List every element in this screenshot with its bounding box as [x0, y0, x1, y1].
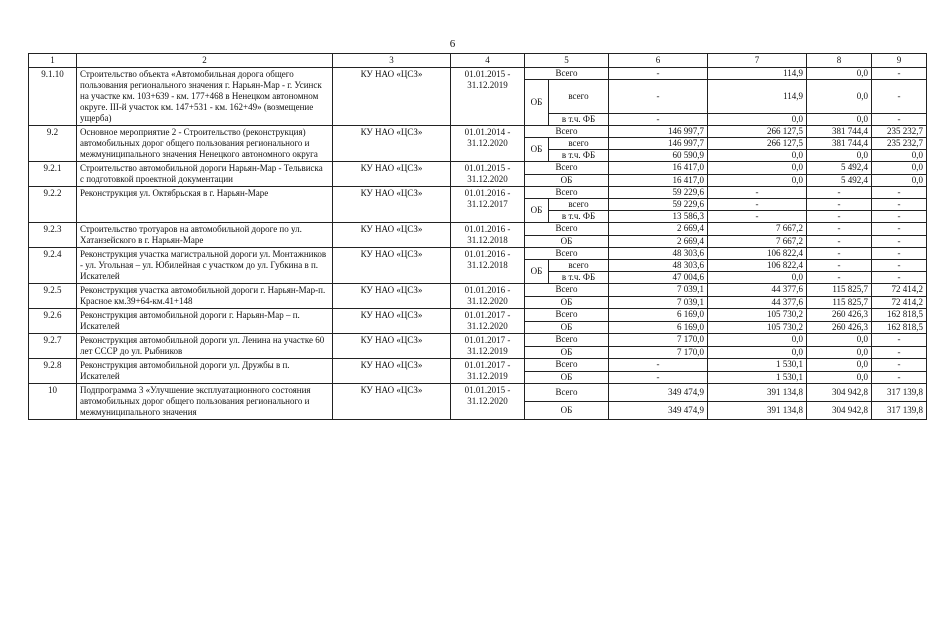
row-number: 9.2.8	[29, 359, 77, 384]
amount-cell: 60 590,9	[609, 150, 708, 162]
amount-cell: 0,0	[807, 371, 872, 384]
funding-label: ОБ	[525, 321, 609, 334]
amount-cell: 235 232,7	[872, 138, 927, 150]
column-number-row	[29, 54, 927, 68]
amount-cell: 0,0	[807, 334, 872, 347]
amount-cell: 72 414,2	[872, 296, 927, 309]
activity-name: Строительство объекта «Автомобильная дорога общего пользования регионального значения г. Нарьян-Мар - г. Усинск на участке км. 103+639 - км. 177+468 в Ненецком автономном округе. III-й участок км. 147+531 - км. 162+49» (возмещение ущерба)	[77, 68, 333, 126]
amount-cell: 0,0	[872, 150, 927, 162]
funding-label: всего	[549, 199, 609, 211]
table-row	[29, 162, 927, 175]
executor: КУ НАО «ЦСЗ»	[333, 126, 451, 162]
amount-cell: -	[807, 272, 872, 284]
amount-cell: -	[807, 211, 872, 223]
amount-cell: -	[872, 272, 927, 284]
amount-cell: 317 139,8	[872, 402, 927, 420]
budget-table	[28, 53, 927, 420]
amount-cell: 1 530,1	[708, 359, 807, 372]
amount-cell: 0,0	[708, 174, 807, 187]
amount-cell: 381 744,4	[807, 138, 872, 150]
amount-cell: -	[807, 199, 872, 211]
funding-label: Всего	[525, 309, 609, 322]
amount-cell: 105 730,2	[708, 321, 807, 334]
executor: КУ НАО «ЦСЗ»	[333, 248, 451, 284]
row-number: 9.2.2	[29, 187, 77, 223]
table-row	[29, 384, 927, 402]
funding-label: Всего	[525, 187, 609, 199]
amount-cell: -	[708, 187, 807, 199]
amount-cell: 5 492,4	[807, 174, 872, 187]
amount-cell: -	[708, 211, 807, 223]
amount-cell: 7 039,1	[609, 296, 708, 309]
amount-cell: -	[807, 248, 872, 260]
column-number: 6	[609, 54, 708, 68]
activity-name: Реконструкция автомобильной дороги г. Нарьян-Мар – п. Искателей	[77, 309, 333, 334]
amount-cell: 235 232,7	[872, 126, 927, 138]
period: 01.01.2017 - 31.12.2019	[451, 334, 525, 359]
amount-cell: 6 169,0	[609, 321, 708, 334]
row-number: 10	[29, 384, 77, 420]
executor: КУ НАО «ЦСЗ»	[333, 309, 451, 334]
amount-cell: 72 414,2	[872, 284, 927, 297]
funding-label: ОБ	[525, 371, 609, 384]
funding-label: Всего	[525, 126, 609, 138]
amount-cell: 5 492,4	[807, 162, 872, 175]
amount-cell: 1 530,1	[708, 371, 807, 384]
executor: КУ НАО «ЦСЗ»	[333, 359, 451, 384]
amount-cell: 266 127,5	[708, 126, 807, 138]
row-number: 9.2.7	[29, 334, 77, 359]
activity-name: Реконструкция участка автомобильной дороги г. Нарьян-Мар-п. Красное км.39+64-км.41+148	[77, 284, 333, 309]
amount-cell: 44 377,6	[708, 296, 807, 309]
amount-cell: 146 997,7	[609, 126, 708, 138]
row-number: 9.2.3	[29, 223, 77, 248]
funding-label: ОБ	[525, 296, 609, 309]
ob-label: ОБ	[525, 199, 549, 223]
amount-cell: 391 134,8	[708, 384, 807, 402]
table-row	[29, 359, 927, 372]
amount-cell: -	[872, 235, 927, 248]
funding-label: Всего	[525, 248, 609, 260]
funding-label: Всего	[525, 359, 609, 372]
amount-cell: 6 169,0	[609, 309, 708, 322]
table-row	[29, 187, 927, 199]
funding-label: всего	[549, 138, 609, 150]
amount-cell: -	[807, 223, 872, 236]
amount-cell: -	[872, 68, 927, 80]
amount-cell: 304 942,8	[807, 402, 872, 420]
ob-label: ОБ	[525, 138, 549, 162]
amount-cell: 0,0	[708, 272, 807, 284]
amount-cell: 2 669,4	[609, 235, 708, 248]
amount-cell: -	[872, 223, 927, 236]
amount-cell: -	[609, 359, 708, 372]
amount-cell: -	[609, 114, 708, 126]
amount-cell: 48 303,6	[609, 260, 708, 272]
amount-cell: 391 134,8	[708, 402, 807, 420]
amount-cell: 7 170,0	[609, 346, 708, 359]
funding-label: всего	[549, 260, 609, 272]
funding-label: Всего	[525, 384, 609, 402]
executor: КУ НАО «ЦСЗ»	[333, 187, 451, 223]
amount-cell: 0,0	[708, 114, 807, 126]
funding-label: в т.ч. ФБ	[549, 150, 609, 162]
amount-cell: -	[872, 187, 927, 199]
row-number: 9.2.6	[29, 309, 77, 334]
amount-cell: 115 825,7	[807, 296, 872, 309]
amount-cell: 114,9	[708, 68, 807, 80]
amount-cell: 0,0	[708, 334, 807, 347]
executor: КУ НАО «ЦСЗ»	[333, 162, 451, 187]
amount-cell: 162 818,5	[872, 309, 927, 322]
period: 01.01.2016 - 31.12.2017	[451, 187, 525, 223]
amount-cell: 13 586,3	[609, 211, 708, 223]
amount-cell: -	[807, 260, 872, 272]
amount-cell: 0,0	[807, 68, 872, 80]
amount-cell: 0,0	[708, 346, 807, 359]
amount-cell: -	[872, 260, 927, 272]
row-number: 9.2.5	[29, 284, 77, 309]
funding-label: ОБ	[525, 402, 609, 420]
amount-cell: 0,0	[708, 162, 807, 175]
amount-cell: 114,9	[708, 80, 807, 114]
amount-cell: -	[872, 199, 927, 211]
amount-cell: -	[872, 334, 927, 347]
column-number: 7	[708, 54, 807, 68]
amount-cell: 7 039,1	[609, 284, 708, 297]
amount-cell: 7 170,0	[609, 334, 708, 347]
amount-cell: 0,0	[872, 162, 927, 175]
amount-cell: 349 474,9	[609, 402, 708, 420]
funding-label: ОБ	[525, 235, 609, 248]
amount-cell: 7 667,2	[708, 223, 807, 236]
period: 01.01.2015 - 31.12.2020	[451, 162, 525, 187]
funding-label: Всего	[525, 284, 609, 297]
activity-name: Подпрограмма 3 «Улучшение эксплуатационного состояния автомобильных дорог общего пользования регионального и межмуниципального значения	[77, 384, 333, 420]
activity-name: Строительство тротуаров на автомобильной дороге по ул. Хатанзейского в г. Нарьян-Маре	[77, 223, 333, 248]
table-row	[29, 309, 927, 322]
activity-name: Реконструкция участка магистральной дороги ул. Монтажников - ул. Угольная – ул. Юбилейная с участком до ул. Губкина в п. Искателей	[77, 248, 333, 284]
amount-cell: 105 730,2	[708, 309, 807, 322]
amount-cell: -	[872, 211, 927, 223]
amount-cell: 0,0	[807, 359, 872, 372]
row-number: 9.2.4	[29, 248, 77, 284]
amount-cell: -	[609, 371, 708, 384]
amount-cell: 7 667,2	[708, 235, 807, 248]
amount-cell: -	[708, 199, 807, 211]
ob-label: ОБ	[525, 260, 549, 284]
page-number: 6	[449, 38, 456, 50]
row-number: 9.2.1	[29, 162, 77, 187]
amount-cell: 349 474,9	[609, 384, 708, 402]
funding-label: в т.ч. ФБ	[549, 211, 609, 223]
amount-cell: 16 417,0	[609, 174, 708, 187]
period: 01.01.2014 - 31.12.2020	[451, 126, 525, 162]
activity-name: Строительство автомобильной дороги Нарьян-Мар - Тельвиска с подготовкой проектной документации	[77, 162, 333, 187]
amount-cell: 0,0	[807, 80, 872, 114]
funding-label: в т.ч. ФБ	[549, 114, 609, 126]
executor: КУ НАО «ЦСЗ»	[333, 334, 451, 359]
executor: КУ НАО «ЦСЗ»	[333, 384, 451, 420]
table-row	[29, 248, 927, 260]
amount-cell: -	[872, 248, 927, 260]
column-number: 4	[451, 54, 525, 68]
amount-cell: 260 426,3	[807, 321, 872, 334]
amount-cell: -	[872, 114, 927, 126]
amount-cell: -	[872, 346, 927, 359]
column-number: 5	[525, 54, 609, 68]
activity-name: Основное мероприятие 2 - Строительство (реконструкция) автомобильных дорог общего пользования регионального и межмуниципального значения Ненецкого автономного округа	[77, 126, 333, 162]
funding-label: Всего	[525, 334, 609, 347]
column-number: 8	[807, 54, 872, 68]
table-row	[29, 126, 927, 138]
amount-cell: 59 229,6	[609, 199, 708, 211]
amount-cell: -	[872, 80, 927, 114]
amount-cell: -	[872, 359, 927, 372]
table-row	[29, 334, 927, 347]
funding-label: Всего	[525, 162, 609, 175]
period: 01.01.2016 - 31.12.2018	[451, 223, 525, 248]
amount-cell: 266 127,5	[708, 138, 807, 150]
amount-cell: 47 004,6	[609, 272, 708, 284]
funding-label: всего	[549, 80, 609, 114]
funding-label: Всего	[525, 223, 609, 236]
amount-cell: 0,0	[872, 174, 927, 187]
executor: КУ НАО «ЦСЗ»	[333, 223, 451, 248]
amount-cell: 106 822,4	[708, 260, 807, 272]
amount-cell: -	[807, 187, 872, 199]
table-row	[29, 223, 927, 236]
amount-cell: 304 942,8	[807, 384, 872, 402]
period: 01.01.2015 - 31.12.2020	[451, 384, 525, 420]
executor: КУ НАО «ЦСЗ»	[333, 68, 451, 126]
amount-cell: 16 417,0	[609, 162, 708, 175]
activity-name: Реконструкция ул. Октябрьская в г. Нарьян-Маре	[77, 187, 333, 223]
amount-cell: 146 997,7	[609, 138, 708, 150]
column-number: 9	[872, 54, 927, 68]
row-number: 9.1.10	[29, 68, 77, 126]
table-row	[29, 68, 927, 80]
executor: КУ НАО «ЦСЗ»	[333, 284, 451, 309]
amount-cell: 115 825,7	[807, 284, 872, 297]
period: 01.01.2017 - 31.12.2020	[451, 309, 525, 334]
amount-cell: 2 669,4	[609, 223, 708, 236]
amount-cell: -	[807, 235, 872, 248]
amount-cell: -	[609, 80, 708, 114]
amount-cell: 59 229,6	[609, 187, 708, 199]
column-number: 1	[29, 54, 77, 68]
amount-cell: 0,0	[807, 114, 872, 126]
amount-cell: 48 303,6	[609, 248, 708, 260]
amount-cell: 106 822,4	[708, 248, 807, 260]
amount-cell: 162 818,5	[872, 321, 927, 334]
funding-label: ОБ	[525, 346, 609, 359]
amount-cell: -	[872, 371, 927, 384]
funding-label: ОБ	[525, 174, 609, 187]
column-number: 2	[77, 54, 333, 68]
period: 01.01.2016 - 31.12.2018	[451, 248, 525, 284]
amount-cell: 0,0	[807, 150, 872, 162]
amount-cell: 44 377,6	[708, 284, 807, 297]
activity-name: Реконструкция автомобильной дороги ул. Ленина на участке 60 лет СССР до ул. Рыбников	[77, 334, 333, 359]
funding-label: Всего	[525, 68, 609, 80]
period: 01.01.2015 - 31.12.2019	[451, 68, 525, 126]
period: 01.01.2016 - 31.12.2020	[451, 284, 525, 309]
activity-name: Реконструкция автомобильной дороги ул. Дружбы в п. Искателей	[77, 359, 333, 384]
amount-cell: 260 426,3	[807, 309, 872, 322]
period: 01.01.2017 - 31.12.2019	[451, 359, 525, 384]
table-row	[29, 284, 927, 297]
amount-cell: 381 744,4	[807, 126, 872, 138]
amount-cell: 0,0	[807, 346, 872, 359]
column-number: 3	[333, 54, 451, 68]
amount-cell: 0,0	[708, 150, 807, 162]
funding-label: в т.ч. ФБ	[549, 272, 609, 284]
table-body	[29, 68, 927, 420]
amount-cell: 317 139,8	[872, 384, 927, 402]
amount-cell: -	[609, 68, 708, 80]
row-number: 9.2	[29, 126, 77, 162]
ob-label: ОБ	[525, 80, 549, 126]
